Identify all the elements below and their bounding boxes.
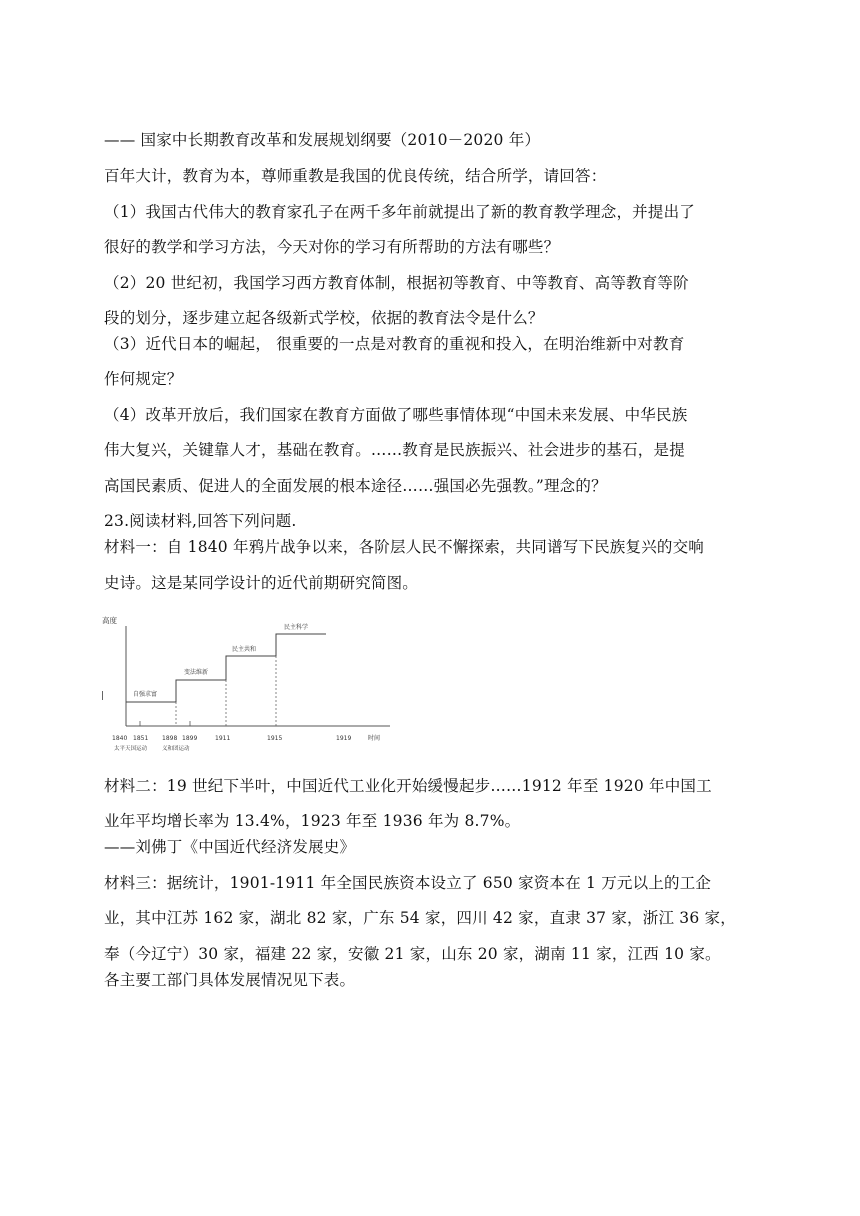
material-2-line-2: 业年平均增长率为 13.4%，1923 年至 1936 年为 8.7%。	[104, 812, 521, 830]
material-3-line-1: 材料三：据统计，1901-1911 年全国民族资本设立了 650 家资本在 1 万元以上的工企	[104, 874, 712, 892]
question-3-line-1: （3）近代日本的崛起， 很重要的一点是对教育的重视和投入，在明治维新中对教育	[104, 335, 685, 353]
question-4-line-1: （4）改革开放后，我们国家在教育方面做了哪些事情体现“中国未来发展、中华民族	[104, 406, 688, 424]
material-3-line-3: 奉（今辽宁）30 家，福建 22 家，安徽 21 家，山东 20 家，湖南 11 家，江西 10 家。	[104, 945, 721, 963]
y-axis-label: 高度	[102, 616, 117, 625]
material-3-line-2: 业，其中江苏 162 家，湖北 82 家，广东 54 家，四川 42 家，直隶 37 家，浙江 36 家，	[104, 909, 736, 927]
material-1-line-2: 史诗。这是某同学设计的近代前期研究简图。	[104, 574, 419, 592]
question-4-line-2: 伟大复兴，关键靠人才，基础在教育。……教育是民族振兴、社会进步的基石，是提	[104, 441, 685, 459]
material-1-line-1: 材料一：自 1840 年鸦片战争以来，各阶层人民不懈探索，共同谱写下民族复兴的交响	[104, 538, 705, 556]
event-label-taiping: 太平天国运动	[114, 746, 148, 752]
tick-label-1911: 1911	[215, 735, 231, 742]
tick-label-1919: 1919	[336, 735, 352, 742]
question-2-line-1: （2）20 世纪初，我国学习西方教育体制，根据初等教育、中等教育、高等教育等阶	[104, 274, 689, 292]
event-label-boxer: 义和团运动	[162, 746, 190, 752]
step-label-3: 民主共和	[232, 646, 257, 653]
x-axis-label: 时间	[368, 735, 381, 742]
question-2-line-2: 段的划分，逐步建立起各级新式学校，依据的教育法令是什么？	[104, 309, 544, 327]
question-4-line-3: 高国民素质、促进人的全面发展的根本途径……强国必先强教。”理念的？	[104, 477, 607, 495]
step-label-1: 自强求富	[133, 691, 158, 698]
material-2-source: ——刘佛丁《中国近代经济发展史》	[104, 838, 356, 856]
left-mark: |	[101, 691, 105, 701]
tick-label-1898: 1898	[162, 735, 178, 742]
material-3-line-4: 各主要工部门具体发展情况见下表。	[104, 971, 356, 989]
step-label-4: 民主科学	[284, 624, 309, 631]
question-1-line-2: 很好的教学和学习方法，今天对你的学习有所帮助的方法有哪些？	[104, 238, 560, 256]
step-label-2: 变法维新	[184, 669, 209, 676]
tick-label-1840: 1840	[112, 735, 128, 742]
modern-history-step-diagram	[100, 604, 400, 752]
tick-label-1915: 1915	[267, 735, 283, 742]
question-3-line-2: 作何规定？	[104, 370, 183, 388]
tick-label-1851: 1851	[133, 735, 149, 742]
question-23-title: 23.阅读材料,回答下列问题.	[104, 512, 297, 530]
material-2-line-1: 材料二：19 世纪下半叶，中国近代工业化开始缓慢起步……1912 年至 1920 年中国工	[104, 777, 712, 795]
tick-label-1899: 1899	[182, 735, 198, 742]
text-line: 百年大计，教育为本，尊师重教是我国的优良传统，结合所学，请回答：	[104, 167, 607, 185]
question-1-line-1: （1）我国古代伟大的教育家孔子在两千多年前就提出了新的教育教学理念，并提出了	[104, 203, 695, 221]
source-line: —— 国家中长期教育改革和发展规划纲要（2010－2020 年）	[104, 131, 541, 149]
